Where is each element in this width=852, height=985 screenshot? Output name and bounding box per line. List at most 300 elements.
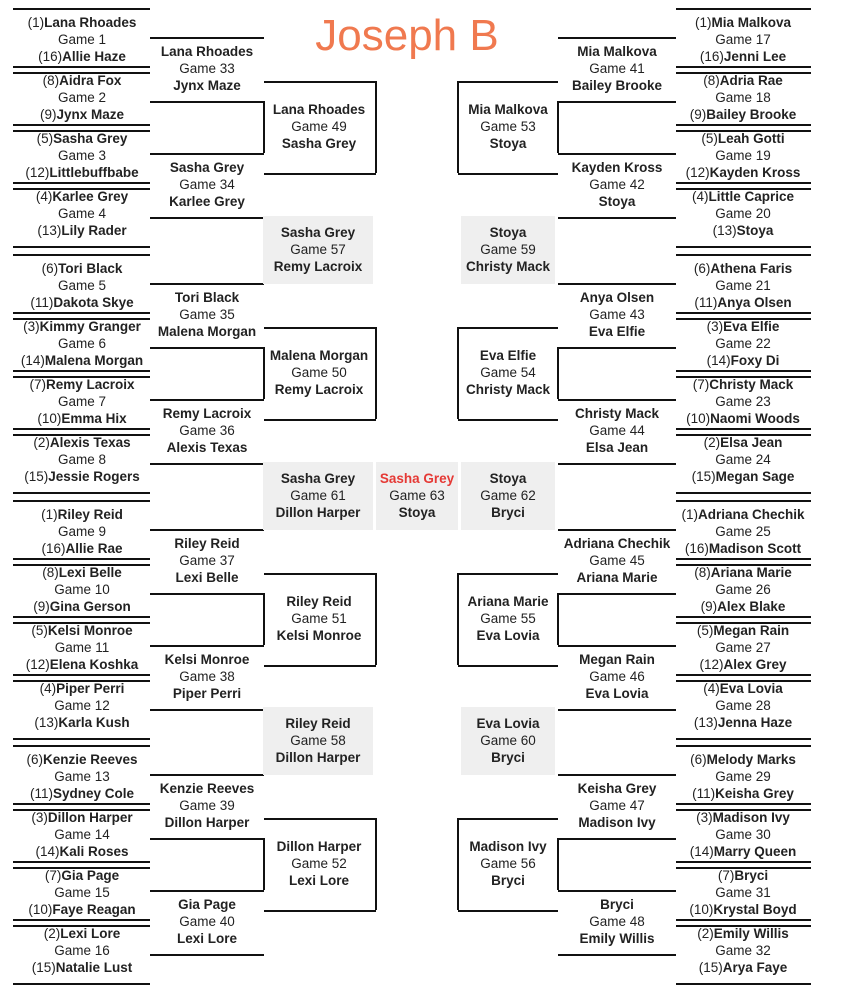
bottom-seed: (13) <box>693 715 718 730</box>
game-label: Game 57 <box>290 242 346 257</box>
top-entrant-line <box>149 651 265 668</box>
bottom-entrant: Alex Blake <box>717 599 786 614</box>
top-entrant-line <box>263 715 373 732</box>
bottom-seed: (10) <box>686 411 711 426</box>
top-entrant-line <box>673 14 813 31</box>
game-label-line <box>673 335 813 352</box>
game-label: Game 17 <box>715 32 771 47</box>
bottom-entrant: Krystal Boyd <box>713 902 797 917</box>
bottom-entrant-line <box>263 504 373 521</box>
bottom-entrant-line <box>263 381 375 398</box>
game-label: Game 13 <box>54 769 110 784</box>
top-entrant: Adriana Chechik <box>563 536 671 551</box>
top-seed: (1) <box>681 507 698 522</box>
game-40 <box>149 888 265 956</box>
top-seed: (2) <box>43 926 61 941</box>
game-35 <box>149 281 265 349</box>
bottom-entrant-line <box>149 814 265 831</box>
bottom-entrant-line <box>558 323 676 340</box>
bottom-seed: (13) <box>37 223 62 238</box>
top-entrant-line <box>12 188 152 205</box>
bottom-entrant-line <box>673 843 813 860</box>
bottom-seed: (9) <box>39 107 57 122</box>
game-label-line <box>149 60 265 77</box>
top-entrant: Lana Rhoades <box>160 44 254 59</box>
top-entrant: Eva Elfie <box>723 319 780 334</box>
bottom-entrant-line <box>263 872 375 889</box>
top-entrant: Riley Reid <box>286 594 352 609</box>
bottom-entrant: Remy Lacroix <box>274 382 364 397</box>
game-label: Game 11 <box>54 640 110 655</box>
game-label-line <box>12 205 152 222</box>
game-label-line <box>263 241 373 258</box>
bottom-entrant: Alex Grey <box>723 657 787 672</box>
bottom-seed: (16) <box>699 49 724 64</box>
game-label: Game 42 <box>589 177 645 192</box>
top-entrant-line <box>149 159 265 176</box>
game-label-line <box>458 118 558 135</box>
top-entrant: Sasha Grey <box>280 225 356 240</box>
bottom-entrant: Ariana Marie <box>576 570 658 585</box>
bracket-line <box>264 665 376 667</box>
bracket-line <box>458 327 558 329</box>
top-entrant-line <box>458 593 558 610</box>
bottom-entrant: Dillon Harper <box>275 750 361 765</box>
top-entrant-line <box>12 318 152 335</box>
game-52 <box>263 830 375 898</box>
top-entrant-line <box>12 434 152 451</box>
game-label: Game 6 <box>57 336 107 351</box>
top-seed: (6) <box>693 261 711 276</box>
bottom-entrant-line <box>458 872 558 889</box>
game-label-line <box>263 732 373 749</box>
game-label: Game 61 <box>290 488 346 503</box>
top-entrant: Piper Perri <box>56 681 125 696</box>
bracket-line <box>458 910 558 912</box>
top-seed: (8) <box>694 565 711 580</box>
bracket-line <box>458 818 558 820</box>
game-label: Game 45 <box>589 553 645 568</box>
top-entrant-line <box>12 14 152 31</box>
game-label: Game 46 <box>589 669 645 684</box>
game-56 <box>458 830 558 898</box>
bottom-entrant-line <box>673 164 813 181</box>
top-entrant: Emily Willis <box>713 926 789 941</box>
bottom-entrant: Christy Mack <box>465 259 551 274</box>
bottom-entrant-line <box>673 785 813 802</box>
bottom-entrant-line <box>458 627 558 644</box>
top-entrant-line <box>263 593 375 610</box>
top-entrant: Alexis Texas <box>49 435 131 450</box>
top-entrant-line <box>149 289 265 306</box>
game-label: Game 38 <box>179 669 235 684</box>
bottom-entrant: Bryci <box>491 873 525 888</box>
bottom-entrant: Keisha Grey <box>715 786 794 801</box>
top-seed: (7) <box>44 868 62 883</box>
top-entrant: Ariana Marie <box>710 565 792 580</box>
top-entrant: Eva Lovia <box>719 681 783 696</box>
top-entrant-line <box>458 347 558 364</box>
game-8 <box>12 426 152 494</box>
game-42 <box>558 151 676 219</box>
top-entrant-line <box>673 925 813 942</box>
game-label-line <box>149 176 265 193</box>
bottom-seed: (15) <box>691 469 716 484</box>
game-43 <box>558 281 676 349</box>
game-label: Game 47 <box>589 798 645 813</box>
bottom-seed: (16) <box>38 49 63 64</box>
bottom-entrant-line <box>558 685 676 702</box>
top-entrant-line <box>673 434 813 451</box>
game-label-line <box>12 31 152 48</box>
bottom-entrant-line <box>12 294 152 311</box>
top-entrant: Adriana Chechik <box>697 507 805 522</box>
game-label: Game 28 <box>715 698 771 713</box>
game-label: Game 1 <box>57 32 107 47</box>
top-seed: (1) <box>27 15 45 30</box>
top-entrant-line <box>12 564 152 581</box>
game-label-line <box>558 797 676 814</box>
bottom-seed: (9) <box>689 107 707 122</box>
top-entrant: Remy Lacroix <box>45 377 135 392</box>
game-44 <box>558 397 676 465</box>
bottom-entrant: Lexi Lore <box>176 931 238 946</box>
game-label: Game 63 <box>389 488 445 503</box>
game-41 <box>558 35 676 103</box>
game-label: Game 12 <box>54 698 110 713</box>
top-entrant: Karlee Grey <box>52 189 129 204</box>
top-entrant: Stoya <box>489 471 527 486</box>
bottom-entrant: Dillon Harper <box>275 505 361 520</box>
bottom-entrant: Lexi Lore <box>288 873 350 888</box>
bottom-entrant-line <box>149 193 265 210</box>
bottom-entrant-line <box>12 352 152 369</box>
top-entrant: Kelsi Monroe <box>47 623 133 638</box>
game-label: Game 60 <box>480 733 536 748</box>
game-label-line <box>673 89 813 106</box>
top-entrant-line <box>12 751 152 768</box>
top-seed: (7) <box>717 868 735 883</box>
game-label: Game 52 <box>291 856 347 871</box>
top-entrant-line <box>12 72 152 89</box>
game-49 <box>263 93 375 161</box>
game-label: Game 59 <box>480 242 536 257</box>
game-label: Game 22 <box>715 336 771 351</box>
bottom-entrant-line <box>458 381 558 398</box>
bottom-entrant: Bailey Brooke <box>571 78 663 93</box>
top-seed: (6) <box>41 261 59 276</box>
bottom-seed: (16) <box>41 541 66 556</box>
bracket-line <box>264 818 376 820</box>
bottom-entrant: Bailey Brooke <box>706 107 797 122</box>
game-label: Game 21 <box>715 278 771 293</box>
game-label: Game 48 <box>589 914 645 929</box>
game-label-line <box>149 668 265 685</box>
game-label-line <box>12 826 152 843</box>
game-label-line <box>558 552 676 569</box>
game-label-line <box>12 768 152 785</box>
top-entrant: Gia Page <box>61 868 120 883</box>
game-label-line <box>149 422 265 439</box>
bottom-entrant: Lexi Belle <box>175 570 239 585</box>
game-label: Game 34 <box>179 177 235 192</box>
game-20 <box>673 180 813 248</box>
game-47 <box>558 772 676 840</box>
game-label: Game 50 <box>291 365 347 380</box>
game-label-line <box>12 523 152 540</box>
bottom-entrant-line <box>12 106 152 123</box>
top-entrant: Christy Mack <box>574 406 660 421</box>
top-entrant-line <box>12 260 152 277</box>
top-entrant: Stoya <box>489 225 527 240</box>
top-entrant-line <box>12 506 152 523</box>
game-label-line <box>458 364 558 381</box>
top-entrant: Little Caprice <box>708 189 795 204</box>
game-label: Game 43 <box>589 307 645 322</box>
top-seed: (6) <box>690 752 707 767</box>
game-label: Game 14 <box>54 827 110 842</box>
game-label: Game 54 <box>480 365 536 380</box>
bottom-entrant: Megan Sage <box>715 469 795 484</box>
bottom-entrant: Remy Lacroix <box>273 259 363 274</box>
game-label-line <box>673 277 813 294</box>
bracket-line <box>458 173 558 175</box>
bottom-seed: (15) <box>698 960 723 975</box>
bottom-entrant: Kelsi Monroe <box>276 628 362 643</box>
game-label-line <box>149 913 265 930</box>
top-entrant: Aidra Fox <box>59 73 122 88</box>
game-59 <box>461 216 555 284</box>
game-label-line <box>263 610 375 627</box>
top-entrant: Riley Reid <box>57 507 123 522</box>
top-entrant-line <box>12 130 152 147</box>
bracket-line <box>264 81 376 83</box>
bottom-entrant: Piper Perri <box>172 686 242 701</box>
bottom-entrant-line <box>12 410 152 427</box>
bottom-entrant-line <box>149 323 265 340</box>
game-label-line <box>673 147 813 164</box>
game-label-line <box>149 306 265 323</box>
game-label-line <box>12 639 152 656</box>
top-entrant-line <box>673 564 813 581</box>
game-label: Game 37 <box>179 553 235 568</box>
top-entrant: Sasha Grey <box>53 131 128 146</box>
game-label: Game 44 <box>589 423 645 438</box>
game-label: Game 24 <box>715 452 771 467</box>
game-28 <box>673 672 813 740</box>
game-label-line <box>461 487 555 504</box>
bracket-line <box>375 81 377 173</box>
game-label-line <box>558 668 676 685</box>
bottom-entrant: Eva Lovia <box>585 686 649 701</box>
top-entrant: Sasha Grey <box>379 471 455 486</box>
game-label-line <box>673 697 813 714</box>
game-label-line <box>458 610 558 627</box>
game-label-line <box>263 118 375 135</box>
game-label-line <box>149 797 265 814</box>
top-seed: (5) <box>31 623 48 638</box>
top-seed: (4) <box>35 189 53 204</box>
bottom-entrant: Jessie Rogers <box>48 469 140 484</box>
bottom-entrant-line <box>12 222 152 239</box>
bottom-entrant: Emily Willis <box>579 931 655 946</box>
top-entrant: Kelsi Monroe <box>164 652 250 667</box>
top-entrant-line <box>149 896 265 913</box>
bottom-entrant-line <box>12 959 152 976</box>
top-seed: (3) <box>706 319 724 334</box>
game-label: Game 16 <box>54 943 110 958</box>
game-label: Game 8 <box>57 452 107 467</box>
bottom-entrant-line <box>263 258 373 275</box>
game-51 <box>263 585 375 653</box>
top-seed: (1) <box>694 15 712 30</box>
bottom-entrant-line <box>558 930 676 947</box>
top-seed: (8) <box>703 73 720 88</box>
game-label-line <box>12 89 152 106</box>
bottom-entrant: Gina Gerson <box>49 599 131 614</box>
bottom-entrant: Arya Faye <box>722 960 788 975</box>
bottom-seed: (16) <box>684 541 709 556</box>
game-label-line <box>12 884 152 901</box>
bottom-entrant-line <box>458 135 558 152</box>
game-label-line <box>673 451 813 468</box>
bottom-entrant-line <box>12 164 152 181</box>
top-entrant-line <box>263 101 375 118</box>
top-entrant-line <box>12 925 152 942</box>
top-entrant-line <box>673 376 813 393</box>
game-label-line <box>12 697 152 714</box>
top-entrant: Eva Elfie <box>479 348 537 363</box>
top-entrant: Adria Rae <box>719 73 783 88</box>
game-label-line <box>673 31 813 48</box>
bottom-entrant: Marry Queen <box>713 844 797 859</box>
top-entrant: Anya Olsen <box>579 290 655 305</box>
top-entrant: Sasha Grey <box>280 471 356 486</box>
game-label-line <box>263 855 375 872</box>
game-34 <box>149 151 265 219</box>
bottom-entrant-line <box>149 439 265 456</box>
bottom-entrant-line <box>149 77 265 94</box>
bottom-entrant: Stoya <box>598 194 636 209</box>
bottom-seed: (15) <box>24 469 49 484</box>
top-entrant: Keisha Grey <box>577 781 657 796</box>
bottom-entrant-line <box>558 77 676 94</box>
game-label-line <box>673 639 813 656</box>
game-12 <box>12 672 152 740</box>
bottom-entrant-line <box>263 749 373 766</box>
game-label-line <box>673 523 813 540</box>
game-label-line <box>12 393 152 410</box>
game-label: Game 19 <box>715 148 771 163</box>
top-entrant-line <box>263 224 373 241</box>
top-entrant: Madison Ivy <box>712 810 790 825</box>
bottom-entrant-line <box>558 193 676 210</box>
bottom-entrant-line <box>673 540 813 557</box>
bracket-line <box>264 419 376 421</box>
bottom-entrant: Faye Reagan <box>52 902 136 917</box>
bottom-entrant: Elsa Jean <box>585 440 649 455</box>
top-entrant: Madison Ivy <box>469 839 547 854</box>
game-label: Game 4 <box>57 206 107 221</box>
game-label-line <box>376 487 458 504</box>
top-entrant: Lana Rhoades <box>272 102 366 117</box>
bottom-entrant: Dillon Harper <box>164 815 250 830</box>
game-label: Game 33 <box>179 61 235 76</box>
top-entrant-line <box>263 347 375 364</box>
game-36 <box>149 397 265 465</box>
top-entrant-line <box>673 680 813 697</box>
bottom-entrant-line <box>673 410 813 427</box>
top-entrant-line <box>558 896 676 913</box>
top-entrant: Eva Lovia <box>476 716 540 731</box>
top-seed: (2) <box>703 435 721 450</box>
top-entrant: Lexi Lore <box>60 926 121 941</box>
bottom-seed: (13) <box>712 223 737 238</box>
top-entrant-line <box>149 43 265 60</box>
top-entrant-line <box>461 715 555 732</box>
game-label-line <box>12 147 152 164</box>
game-label: Game 31 <box>715 885 771 900</box>
bottom-entrant-line <box>12 785 152 802</box>
top-entrant: Elsa Jean <box>720 435 783 450</box>
game-45 <box>558 527 676 595</box>
bottom-seed: (11) <box>30 295 54 310</box>
bottom-entrant: Karla Kush <box>58 715 130 730</box>
bottom-entrant-line <box>12 468 152 485</box>
top-entrant-line <box>558 159 676 176</box>
bottom-entrant-line <box>12 901 152 918</box>
game-label: Game 23 <box>715 394 771 409</box>
bottom-entrant: Jenni Lee <box>723 49 787 64</box>
bottom-entrant-line <box>461 504 555 521</box>
game-label-line <box>558 913 676 930</box>
game-label-line <box>458 855 558 872</box>
top-entrant-line <box>673 318 813 335</box>
game-label: Game 35 <box>179 307 235 322</box>
game-label-line <box>149 552 265 569</box>
top-entrant-line <box>461 470 555 487</box>
top-entrant-line <box>673 188 813 205</box>
top-seed: (4) <box>703 681 720 696</box>
bottom-seed: (15) <box>31 960 56 975</box>
bottom-seed: (12) <box>685 165 710 180</box>
bottom-entrant: Stoya <box>736 223 774 238</box>
bracket-line <box>264 173 376 175</box>
bracket-line <box>458 419 558 421</box>
game-label: Game 3 <box>57 148 107 163</box>
game-label-line <box>558 422 676 439</box>
top-entrant-line <box>558 651 676 668</box>
bracket-line <box>458 665 558 667</box>
game-label: Game 40 <box>179 914 235 929</box>
top-entrant-line <box>558 535 676 552</box>
game-label-line <box>673 393 813 410</box>
top-seed: (4) <box>691 189 709 204</box>
bottom-seed: (14) <box>689 844 714 859</box>
bottom-entrant: Jenna Haze <box>717 715 793 730</box>
top-seed: (5) <box>701 131 718 146</box>
top-entrant-line <box>263 838 375 855</box>
bottom-entrant: Natalie Lust <box>55 960 133 975</box>
bottom-entrant-line <box>673 714 813 731</box>
game-label: Game 29 <box>715 769 771 784</box>
bracket-line <box>375 818 377 910</box>
top-entrant-line <box>673 622 813 639</box>
bottom-seed: (9) <box>33 599 50 614</box>
top-seed: (5) <box>696 623 714 638</box>
bottom-entrant: Lily Rader <box>61 223 127 238</box>
bottom-entrant-line <box>673 294 813 311</box>
